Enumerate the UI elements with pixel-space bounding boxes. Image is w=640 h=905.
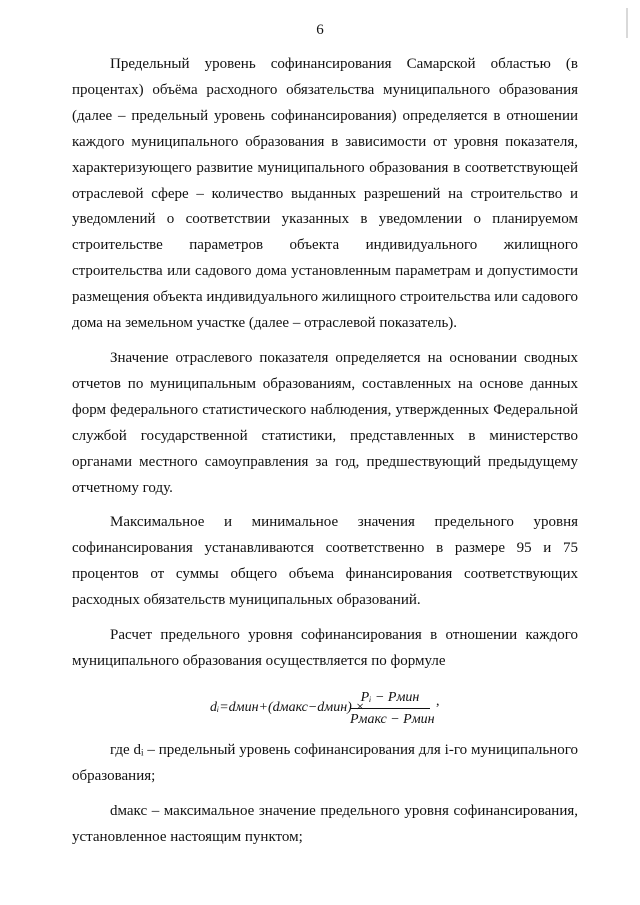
formula-fraction: [350, 688, 435, 729]
body-text: [72, 52, 578, 675]
fraction-bar: [350, 708, 430, 709]
formula-numerator: Pᵢ − Pмин: [360, 690, 420, 705]
definition-dmax: dмакс – максимальное значение предельного уровня софинансирования, установленное настоящим пунктом;: [72, 802, 578, 845]
paragraph-cofinancing-level: Предельный уровень софинансирования Самарской областью (в процентах) объёма расходного обязательства муниципального образования (далее – предельный уровень софинансирования) определяется в отношении каждого муниципального образования в зависимости от уровня показателя, характеризующего развитие муниципального образования в соответствующей отраслевой сфере – количество выданных разрешений на строительство и уведомлений о соответствии указанных в уведомлении о планируемом строительстве параметров объекта индивидуального жилищного строительства или садового дома установленным параметрам и допустимости размещения объекта индивидуального жилищного строительства или садового дома на земельном участке (далее – отраслевой показатель).: [72, 56, 578, 332]
paragraph-calculation-intro: Расчет предельного уровня софинансирования в отношении каждого муниципального образования осуществляется по формуле: [72, 627, 578, 669]
definition-di: где dᵢ – предельный уровень софинансирования для i-го муниципального образования;: [72, 742, 578, 784]
formula-denominator: Pмакс − Pмин: [350, 712, 435, 727]
formula-trailing-comma: ,: [436, 694, 440, 709]
page-number: 6: [316, 22, 324, 38]
paragraph-indicator-value: Значение отраслевого показателя определяется на основании сводных отчетов по муниципальным образованиям, составленных на основе данных форм федерального статистического наблюдения, утвержденных Федеральной службой государственной статистики, представленных в министерство органами местного самоуправления за год, предшествующий предыдущему отчетному году.: [72, 349, 578, 496]
formula-lhs: dᵢ=dмин+(dмакс−dмин) ×: [210, 700, 365, 715]
paragraph-max-min-values: Максимальное и минимальное значения предельного уровня софинансирования устанавливаются соответственно в размере 95 и 75 процентов от суммы общего объема финансирования соответствующих расходных обязательств муниципальных образований.: [72, 514, 578, 609]
definitions-block: [72, 738, 578, 851]
